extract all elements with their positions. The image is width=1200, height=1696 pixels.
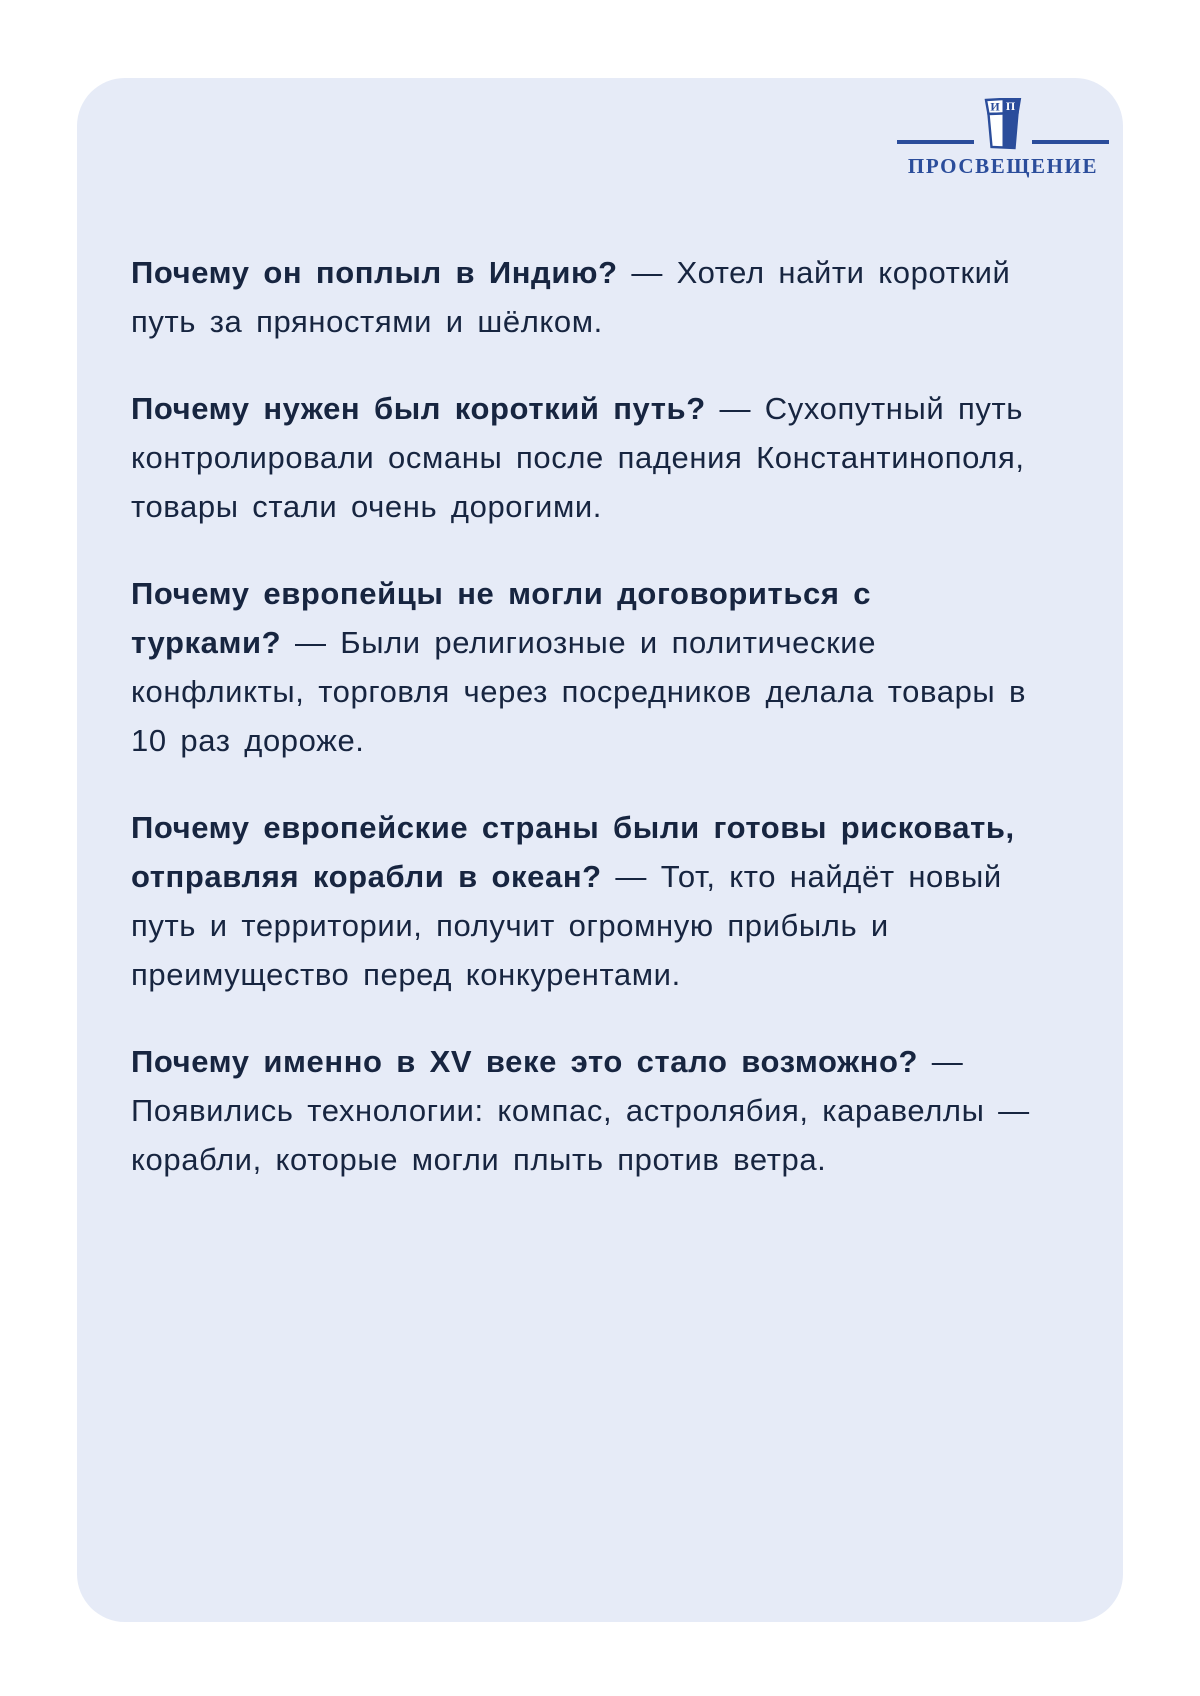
answer-text: — Хотел найти короткий путь за пряностями и шёлком.: [131, 255, 1011, 339]
question-text: Почему именно в XV веке это стало возможно?: [131, 1044, 919, 1079]
qa-item: [131, 569, 1031, 765]
monogram-letter-p: П: [1005, 99, 1016, 113]
question-text: Почему нужен был короткий путь?: [131, 391, 706, 426]
qa-list: [131, 248, 1031, 1222]
qa-item: [131, 1037, 1031, 1184]
publisher-wordmark: ПРОСВЕЩЕНИЕ: [907, 154, 1099, 178]
qa-item: [131, 803, 1031, 999]
question-text: Почему европейские страны были готовы рисковать, отправляя корабли в океан?: [131, 810, 1015, 894]
answer-text: — Тот, кто найдёт новый путь и территории, получит огромную прибыль и преимущество перед конкурентами.: [131, 859, 1002, 992]
publisher-logo: [897, 100, 1109, 179]
monogram-letter-i: И: [990, 99, 1000, 114]
qa-item: [131, 248, 1031, 346]
answer-text: — Сухопутный путь контролировали османы после падения Константинополя, товары стали очень дорогими.: [131, 391, 1025, 524]
answer-text: — Появились технологии: компас, астролябия, каравеллы — корабли, которые могли плыть против ветра.: [131, 1044, 1030, 1177]
qa-item: [131, 384, 1031, 531]
question-text: Почему он поплыл в Индию?: [131, 255, 618, 290]
logo-left-rule: [897, 140, 974, 144]
qa-card: [77, 78, 1123, 1622]
logo-top-row: [897, 100, 1109, 150]
answer-text: — Были религиозные и политические конфликты, торговля через посредников делала товары в 10 раз дороже.: [131, 625, 1027, 758]
book-logo-icon: [981, 98, 1025, 150]
question-text: Почему европейцы не могли договориться с турками?: [131, 576, 872, 660]
logo-right-rule: [1032, 140, 1109, 144]
